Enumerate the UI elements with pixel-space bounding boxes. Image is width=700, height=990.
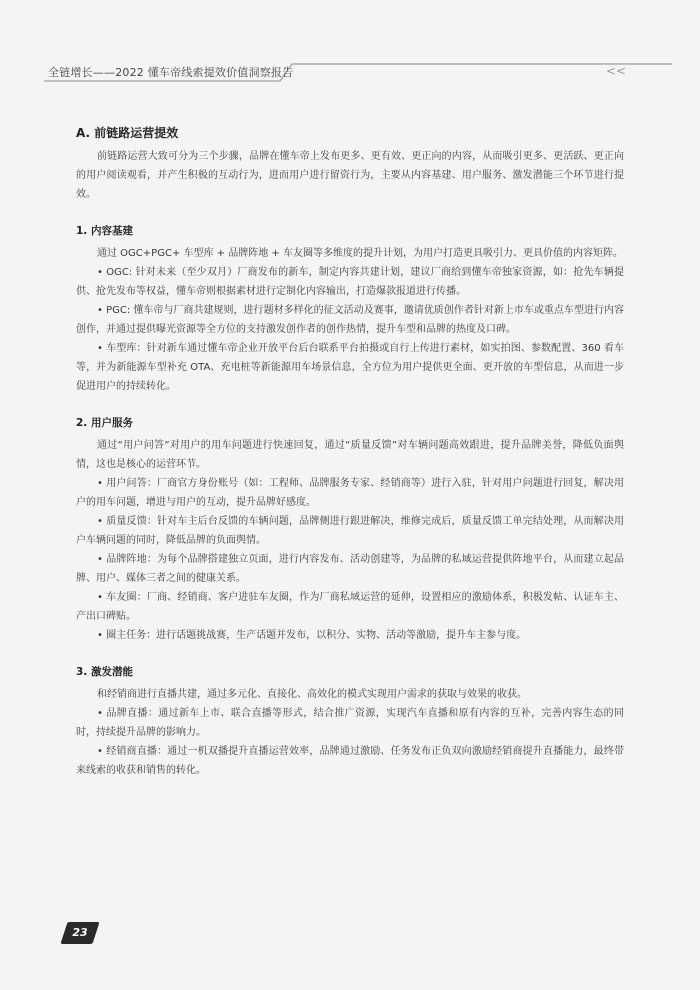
chevron-left-icon: << [606, 64, 627, 78]
section-3-title: 3. 激发潜能 [76, 666, 133, 678]
running-header-title: 全链增长——2022 懂车帝线索提效价值洞察报告 [48, 66, 294, 79]
section-3-paragraph: 和经销商进行直播共建，通过多元化、直接化、高效化的模式实现用户需求的获取与效果的收获。 [97, 689, 527, 700]
section-2-paragraph: • 圈主任务：进行话题挑战赛，生产话题并发布，以积分、实物、活动等激励，提升车主参与度。 [97, 630, 527, 641]
section-2-paragraph: 通过“用户问答”对用户的用车问题进行快速回复，通过“质量反馈”对车辆问题高效跟进，提升品牌美誉，降低负面舆情，这也是核心的运营环节。 [76, 440, 624, 470]
header-divider [0, 0, 700, 100]
section-2-paragraph: • 车友圈：厂商、经销商、客户进驻车友圈，作为厂商私域运营的延伸，设置相应的激励体系，积极发帖、认证车主、产出口碑贴。 [76, 592, 624, 622]
page-number: 23 [72, 926, 88, 939]
section-3-paragraph: • 经销商直播：通过一机双播提升直播运营效率，品牌通过激励、任务发布正负双向激励经销商提升直播能力，最终带来线索的收获和销售的转化。 [76, 746, 624, 776]
section-a-title: A. 前链路运营提效 [76, 126, 179, 140]
section-2-title: 2. 用户服务 [76, 417, 133, 429]
section-1-paragraph: 通过 OGC+PGC+ 车型库 + 品牌阵地 + 车友圈等多维度的提升计划，为用户打造更具吸引力、更具价值的内容矩阵。 [97, 248, 623, 259]
section-1-paragraph: • 车型库：针对新车通过懂车帝企业开放平台后台联系平台拍摄或自行上传进行素材，如实拍图、参数配置、360 看车等，并为新能源车型补充 OTA、充电桩等新能源用车场景信息，全方位为用户提供更全面、更开放的车型信息，从而进一步促进用户的持续转化。 [76, 343, 624, 392]
section-2-paragraph: • 用户问答：厂商官方身份账号（如：工程师、品牌服务专家、经销商等）进行入驻，针对用户问题进行回复，解决用户的用车问题，增进与用户的互动，提升品牌好感度。 [76, 478, 624, 508]
section-a-intro: 前链路运营大致可分为三个步骤，品牌在懂车帝上发布更多、更有效、更正向的内容，从而吸引更多、更活跃、更正向的用户阅读观看，并产生积极的互动行为，进而用户进行留资行为，主要从内容基建、用户服务、激发潜能三个环节进行提效。 [76, 151, 624, 200]
section-1-title: 1. 内容基建 [76, 225, 133, 237]
section-1-paragraph: • OGC: 针对未来（至少双月）厂商发布的新车，制定内容共建计划，建议厂商给到懂车帝独家资源，如：抢先车辆提供、抢先发布等权益，懂车帝则根据素材进行定制化内容输出，打造爆款报道进行传播。 [76, 267, 624, 297]
section-2-paragraph: • 品牌阵地：为每个品牌搭建独立页面，进行内容发布、活动创建等，为品牌的私域运营提供阵地平台，从而建立起品牌、用户、媒体三者之间的健康关系。 [76, 554, 624, 584]
section-1-paragraph: • PGC: 懂车帝与厂商共建规则，进行题材多样化的征文活动及赛事，邀请优质创作者针对新上市车或重点车型进行内容创作，并通过提供曝光资源等全方位的支持激发创作者的创作热情，提升车型和品牌的热度及口碑。 [76, 305, 624, 335]
section-3-paragraph: • 品牌直播：通过新车上市、联合直播等形式，结合推广资源，实现汽车直播和原有内容的互补，完善内容生态的同时，持续提升品牌的影响力。 [76, 708, 624, 738]
page-number-badge [64, 922, 96, 944]
section-2-paragraph: • 质量反馈：针对车主后台反馈的车辆问题，品牌侧进行跟进解决，维修完成后，质量反馈工单完结处理，从而解决用户车辆问题的同时，降低品牌的负面舆情。 [76, 516, 624, 546]
page-content [76, 125, 624, 780]
